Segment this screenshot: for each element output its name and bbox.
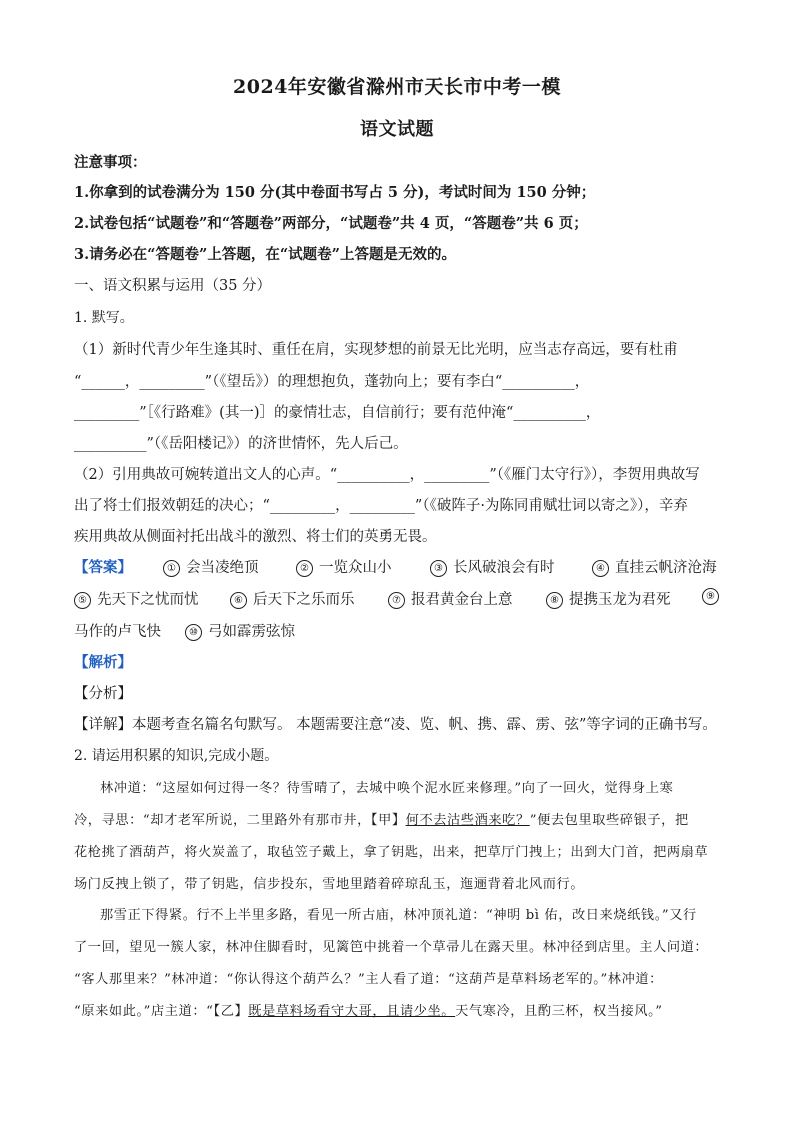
answer-number: ⑦ — [388, 592, 405, 609]
question-1-part1-line: __________”（《岳阳楼记》）的济世情怀，先人后己。 — [74, 436, 408, 452]
answer-item — [230, 588, 355, 609]
question-1-part1-line: “______，_________”（《望岳》）的理想抱负，蓬勃向上；要有李白“__________， — [74, 374, 590, 390]
passage-line: 场门反拽上锁了，带了钥匙，信步投东，雪地里踏着碎琼乱玉，迤逦背着北风而行。 — [74, 877, 585, 892]
question-1-stem: 1. 默写。 — [74, 310, 134, 326]
passage-line — [74, 1000, 663, 1019]
answer-text: 长风破浪会有时 — [453, 560, 555, 576]
passage-underlined-yi: 既是草料场看守大哥，且请少坐。 — [248, 1004, 456, 1019]
passage-underlined-jia: 何不去沽些酒来吃？ — [405, 813, 530, 828]
answer-number: ② — [296, 560, 313, 577]
passage-text: ”便去包里取些碎银子，把 — [529, 813, 689, 828]
notice-heading: 注意事项： — [74, 154, 147, 171]
passage-line: “客人那里来？”林冲道：“你认得这个葫芦么？”主人看了道：“这葫芦是草料场老军的。”林冲道： — [74, 972, 663, 987]
notice-item: 3.请务必在“答题卷”上答题，在“试题卷”上答题是无效的。 — [74, 246, 456, 263]
fenxi-tag: 【分析】 — [74, 686, 132, 702]
passage-line — [74, 809, 689, 828]
question-1-part2-line: 出了将士们报效朝廷的决心；“_________，_________”（《破阵子·为陈同甫赋壮词以寄之》），辛弃 — [74, 498, 688, 514]
exam-title: 2024年安徽省滁州市天长市中考一模 — [233, 76, 561, 98]
answer-text: 会当凌绝顶 — [186, 560, 259, 576]
passage-text: 冷，寻思：“却才老军所说，二里路外有那市井， — [74, 813, 371, 828]
answer-item-continued — [74, 620, 161, 641]
answer-text: 直挂云帆济沧海 — [615, 560, 717, 576]
question-1-part1-line: （1）新时代青少年生逢其时、重任在肩，实现梦想的前景无比光明，应当志存高远，要有杜甫 — [74, 342, 678, 358]
answer-number: ① — [163, 560, 180, 577]
answer-text: 一览众山小 — [319, 560, 392, 576]
answer-number: ⑧ — [546, 592, 563, 609]
passage-text: 天气寒冷，且酌三杯，权当接风。” — [455, 1004, 663, 1019]
answer-number: ③ — [430, 560, 447, 577]
answer-item — [430, 556, 555, 577]
answer-item — [185, 620, 295, 641]
answer-number: ⑩ — [185, 624, 202, 641]
answer-text: 后天下之乐而乐 — [253, 592, 355, 608]
section-heading: 一、语文积累与运用（35 分） — [74, 278, 272, 294]
answer-text: 先天下之忧而忧 — [97, 592, 199, 608]
detail-tag: 【详解】 — [74, 717, 132, 733]
notice-item: 2.试卷包括“试题卷”和“答题卷”两部分，“试题卷”共 4 页，“答题卷”共 6 页； — [74, 215, 588, 232]
passage-line: 林冲道：“这屋如何过得一冬？待雪晴了，去城中唤个泥水匠来修理。”向了一回火，觉得身上寒 — [100, 781, 674, 796]
answer-item — [702, 588, 725, 605]
passage-mark-yi: 【乙】 — [213, 1004, 249, 1019]
answer-item — [296, 556, 392, 577]
answer-item — [74, 588, 199, 609]
answer-number: ⑥ — [230, 592, 247, 609]
answer-text: 报君黄金台上意 — [411, 592, 513, 608]
answer-number: ⑨ — [702, 588, 719, 605]
answer-item — [163, 556, 259, 577]
passage-line: 花枪挑了酒葫芦，将火炭盖了，取毡笠子戴上，拿了钥匙，出来，把草厅门拽上；出到大门首，把两扇草 — [74, 845, 709, 860]
answer-text: 提携玉龙为君死 — [569, 592, 671, 608]
question-1-part1-line: _________”［《行路难》(其一)］的豪情壮志，自信前行；要有范仲淹“__________， — [74, 405, 601, 421]
answer-tag: 【答案】 — [74, 559, 132, 576]
passage-text: “原来如此。”店主道：“ — [74, 1004, 214, 1019]
notice-item: 1.你拿到的试卷满分为 150 分(其中卷面书写占 5 分)，考试时间为 150 分钟； — [74, 184, 596, 201]
passage-line: 那雪正下得紧。行不上半里多路，看见一所古庙，林冲顶礼道：“神明 bì 佑，改日来烧纸钱。”又行 — [100, 908, 697, 923]
exam-subtitle: 语文试题 — [360, 119, 434, 140]
analysis-tag: 【解析】 — [74, 654, 132, 671]
answer-number: ④ — [592, 560, 609, 577]
question-1-part2-line: （2）引用典故可婉转道出文人的心声。“__________，_________”（《雁门太守行》），李贺用典故写 — [74, 467, 700, 483]
answer-item — [388, 588, 513, 609]
passage-mark-jia: 【甲】 — [370, 813, 406, 828]
passage-line: 了一回，望见一簇人家，林冲住脚看时，见篱笆中挑着一个草帚儿在露天里。林冲径到店里。主人问道： — [74, 940, 709, 955]
answer-number: ⑤ — [74, 592, 91, 609]
answer-item — [592, 556, 717, 577]
answer-text: 马作的卢飞快 — [74, 624, 161, 640]
answer-text: 弓如霹雳弦惊 — [208, 624, 295, 640]
detail-text: 本题考查名篇名句默写。 本题需要注意“凌、览、帆、携、霹、雳、弦”等字词的正确书写。 — [132, 717, 717, 733]
answer-item — [546, 588, 671, 609]
detail-line — [74, 713, 717, 734]
question-2-stem: 2. 请运用积累的知识,完成小题。 — [74, 748, 279, 764]
question-1-part2-line: 疾用典故从侧面衬托出战斗的激烈、将士们的英勇无畏。 — [74, 529, 437, 545]
